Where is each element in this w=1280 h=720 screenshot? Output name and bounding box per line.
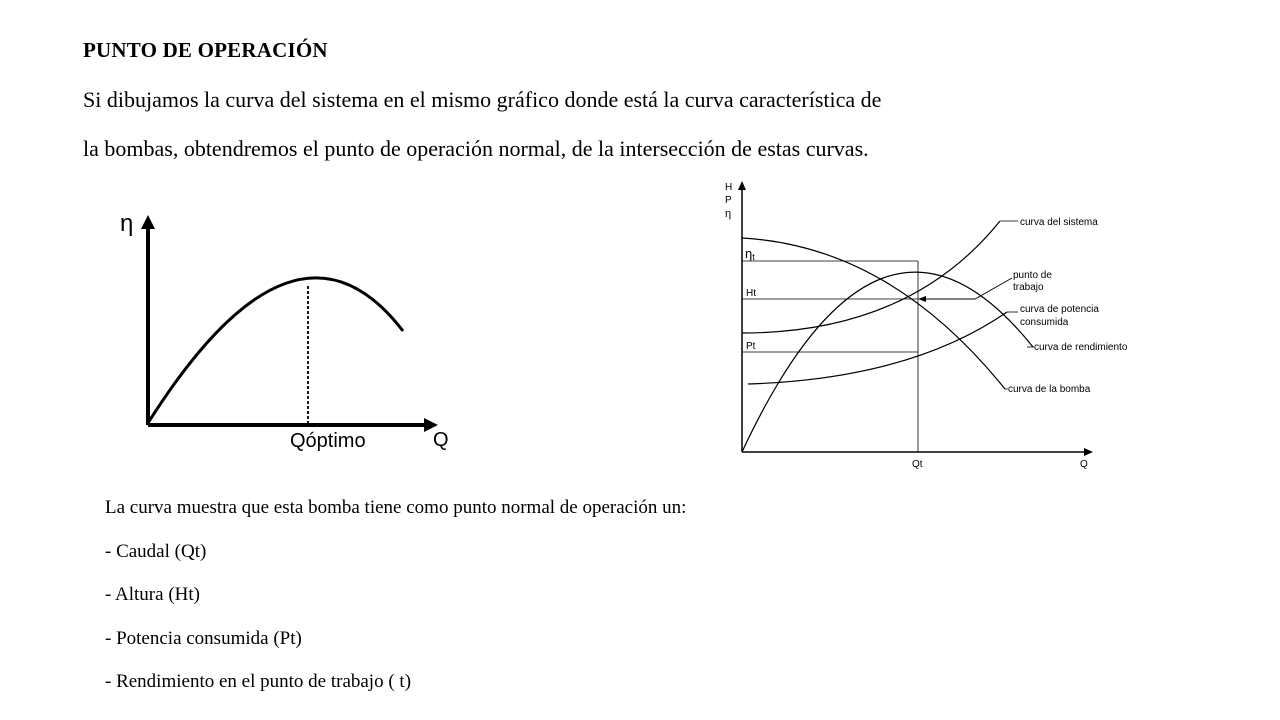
power-curve-label-2: consumida	[1020, 317, 1069, 328]
intro-line-2: la bombas, obtendremos el punto de operación normal, de la intersección de estas curvas.	[83, 136, 869, 161]
pump-curve-label: curva de la bomba	[1008, 384, 1091, 395]
efficiency-curve-diagram	[100, 195, 470, 465]
operating-point-label-2: trabajo	[1013, 282, 1044, 293]
y-axis-label: η	[120, 210, 134, 237]
y-axis-label-h: H	[725, 182, 733, 193]
y-axis-arrow	[738, 181, 746, 190]
list-item: - Potencia consumida (Pt)	[105, 627, 302, 649]
efficiency-curve	[148, 278, 403, 423]
operating-point-arrowhead	[918, 296, 926, 302]
list-item: - Caudal (Qt)	[105, 540, 207, 562]
intro-line-1: Si dibujamos la curva del sistema en el mismo gráfico donde está la curva característica de	[83, 87, 882, 112]
eta-t-label	[745, 246, 755, 262]
operating-point-label-1: punto de	[1013, 270, 1052, 281]
y-axis-arrow	[141, 215, 155, 229]
x-axis-arrow	[1084, 448, 1093, 456]
list-intro: La curva muestra que esta bomba tiene como punto normal de operación un:	[105, 497, 687, 518]
list-item: - Rendimiento en el punto de trabajo ( t)	[105, 671, 412, 692]
efficiency-curve-label: curva de rendimiento	[1034, 342, 1128, 353]
q-optimo-label: Qóptimo	[290, 430, 366, 452]
eta-subscript: t	[752, 252, 755, 262]
pt-label: Pt	[746, 341, 756, 352]
list-item: - Altura (Ht)	[105, 584, 200, 605]
operating-point-diagram	[700, 176, 1180, 476]
ht-label: Ht	[746, 288, 756, 299]
system-curve-label: curva del sistema	[1020, 217, 1098, 228]
system-curve	[742, 221, 1000, 333]
y-axis-label-eta: η	[725, 208, 732, 220]
operating-point-list	[105, 497, 686, 715]
slide-title: PUNTO DE OPERACIÓN	[83, 38, 328, 62]
eta-symbol: η	[745, 246, 753, 261]
qt-label: Qt	[912, 459, 923, 470]
x-axis-label: Q	[433, 429, 449, 451]
power-curve-label-1: curva de potencia	[1020, 304, 1099, 315]
y-axis-label-p: P	[725, 195, 732, 206]
x-axis-label: Q	[1080, 459, 1088, 470]
